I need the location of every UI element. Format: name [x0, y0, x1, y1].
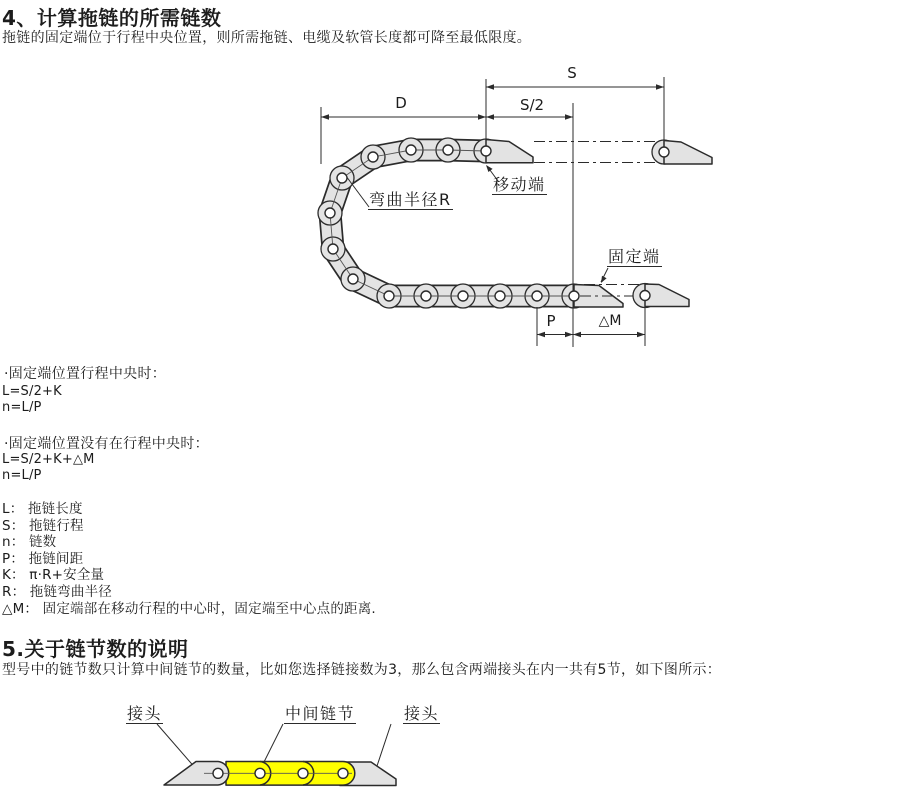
case-center-formula-1: L=S/2+K: [2, 384, 62, 399]
case-off-center-formula-2: n=L/P: [2, 468, 42, 483]
definition-l: L： 拖链长度: [2, 501, 83, 517]
variable-definitions: [2, 501, 376, 617]
dimension-label-s-half: S/2: [519, 96, 545, 114]
definition-delta-m: △M： 固定端部在移动行程的中心时，固定端至中心点的距离.: [2, 600, 376, 617]
definition-s: S： 拖链行程: [2, 517, 84, 534]
leader-lines: [346, 165, 608, 283]
drag-chain-diagram: [318, 77, 712, 347]
corridor-centerlines: [534, 142, 656, 163]
section4-title: 4、计算拖链的所需链数: [2, 6, 222, 30]
middle-links-label: 中间链节: [285, 704, 356, 723]
dimension-label-delta-m: △M: [598, 313, 622, 329]
definition-r: R： 拖链弯曲半径: [2, 583, 112, 600]
definition-k: K： π·R+安全量: [2, 567, 105, 584]
joint-left-label: 接头: [127, 704, 163, 723]
definition-p: P： 拖链间距: [2, 550, 84, 567]
case-off-center-title: ·固定端位置没有在行程中央时：: [4, 436, 209, 452]
case-off-center-formula-1: L=S/2+K+△M: [2, 452, 95, 467]
dimension-label-s: S: [567, 64, 577, 82]
dimension-label-d: D: [395, 94, 407, 112]
section5-intro: 型号中的链节数只计算中间链节的数量，比如您选择链接数为3，那么包含两端接头在内一共有5节，如下图所示：: [2, 662, 722, 678]
chain-links-diagram: [157, 724, 396, 786]
joint-right-label: 接头: [404, 704, 440, 723]
case-center-formula-2: n=L/P: [2, 400, 42, 415]
section5-title: 5.关于链节数的说明: [2, 637, 189, 661]
cable-chain: [318, 138, 586, 308]
dimension-label-p: P: [546, 312, 556, 330]
case-center-title: ·固定端位置行程中央时：: [4, 366, 167, 382]
fixed-end-label: 固定端: [608, 247, 661, 266]
bend-radius-label: 弯曲半径R: [369, 190, 452, 209]
moving-end-bracket: [486, 140, 533, 163]
section4-intro: 拖链的固定端位于行程中央位置，则所需拖链、电缆及软管长度都可降至最低限度。: [2, 30, 532, 46]
definition-n: n： 链数: [2, 534, 57, 551]
moving-end-label: 移动端: [493, 175, 546, 194]
